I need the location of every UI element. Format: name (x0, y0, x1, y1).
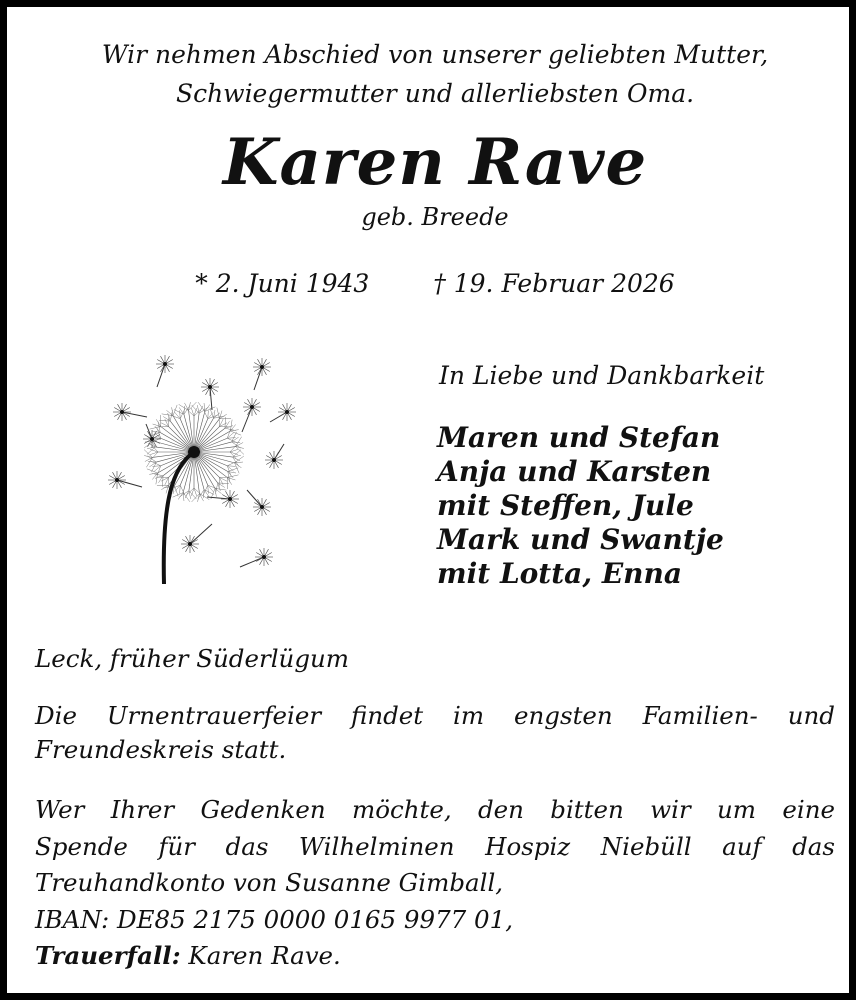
ceremony-line: Die Urnentrauerfeier findet im engsten Familien- und (35, 701, 835, 730)
family-member: mit Lotta, Enna (437, 557, 683, 590)
location-text: Leck, früher Süderlügum (35, 644, 350, 673)
family-member: Maren und Stefan (437, 421, 721, 454)
death-date: † 19. Februar 2026 (433, 269, 675, 298)
donation-line: Treuhandkonto von Susanne Gimball, (35, 868, 504, 897)
dandelion-icon (102, 352, 312, 592)
ceremony-text (35, 699, 835, 767)
reference-line (35, 938, 835, 975)
birth-date: * 2. Juni 1943 (195, 269, 370, 298)
donation-line: IBAN: DE85 2175 0000 0165 9977 01, (35, 904, 513, 934)
family-member: Mark und Swantje (437, 523, 724, 556)
reference-value: Karen Rave. (180, 941, 341, 970)
family-member: Anja und Karsten (437, 455, 712, 488)
maiden-name: geb. Breede (361, 203, 509, 231)
donation-line: Spende für das Wilhelminen Hospiz Niebüll auf das (35, 831, 835, 861)
ceremony-line: Freundeskreis statt. (35, 735, 287, 764)
donation-line: Wer Ihrer Gedenken möchte, den bitten wir um eine (35, 795, 835, 824)
intro-line: Schwiegermutter und allerliebsten Oma. (175, 79, 695, 108)
deceased-name: Karen Rave (222, 125, 648, 200)
life-dates (7, 269, 856, 298)
donation-text (35, 792, 835, 975)
thanks-line: In Liebe und Dankbarkeit (439, 361, 765, 390)
family-list (437, 421, 724, 591)
intro-line: Wir nehmen Abschied von unserer geliebten Mutter, (101, 40, 769, 69)
family-member: mit Steffen, Jule (437, 489, 694, 522)
reference-label: Trauerfall: (35, 941, 181, 970)
intro-text (7, 35, 856, 113)
